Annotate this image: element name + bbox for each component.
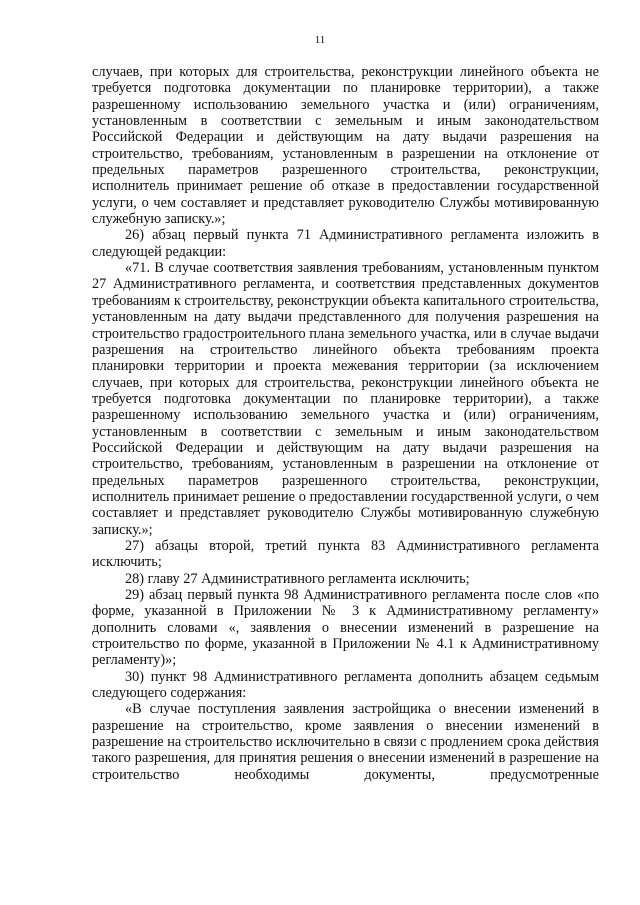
paragraph-continuation: случаев, при которых для строительства, реконструкции линейного объекта не требуется подготовка документации по планировке территории), а также разрешенному использованию земельного участка и (или) ограничениям, установленным в соответствии с земельным и иным законодательством Российской Федерации и действующим на дату выдачи разрешения на строительство, требованиям, установленным в разрешении на отклонение от предельных параметров разрешенного строительства, реконструкции, исполнитель принимает решение об отказе в предоставлении государственной услуги, о чем составляет и представляет руководителю Службы мотивированную служебную записку.»; bbox=[92, 64, 599, 228]
paragraph-item-27: 27) абзацы второй, третий пункта 83 Административного регламента исключить; bbox=[92, 537, 599, 571]
paragraph-item-28: 28) главу 27 Административного регламента исключить; bbox=[125, 570, 470, 587]
paragraph-new-abzac-quote: «В случае поступления заявления застройщика о внесении изменений в разрешение на строительство, кроме заявления о внесении изменений в разрешение на строительство исключительно в связи с продлением срока действия такого разрешения, для принятия решения о внесении изменений в разрешение на строительство необходимы документы, предусмотренные bbox=[92, 701, 599, 783]
paragraph-item-26: 26) абзац первый пункта 71 Административного регламента изложить в следующей редакции: bbox=[92, 227, 599, 260]
document-body bbox=[92, 64, 599, 783]
page-number: 11 bbox=[314, 34, 326, 46]
paragraph-item-29: 29) абзац первый пункта 98 Административного регламента после слов «по форме, указанной в Приложении № 3 к Административному регламенту» дополнить словами «, заявления о внесении изменений в разрешение на строительство по форме, указанной в Приложении № 4.1 к Административному регламенту)»; bbox=[92, 587, 599, 669]
paragraph-item-71-quote: «71. В случае соответствия заявления требованиям, установленным пунктом 27 Административного регламента, и соответствия представленных документов требованиям к строительству, реконструкции объекта капитального строительства, установленным на дату выдачи представленного для получения разрешения на строительство градостроительного плана земельного участка, или в случае выдачи разрешения на строительство линейного объекта требованиям проекта планировки территории и проекта межевания территории (за исключением случаев, при которых для строительства, реконструкции линейного объекта не требуется подготовка документации по планировке территории), а также разрешенному использованию земельного участка и (или) ограничениям, установленным в соответствии с земельным и иным законодательством Российской Федерации и действующим на дату выдачи разрешения на строительство, требованиям, установленным в разрешении на отклонение от предельных параметров разрешенного строительства, реконструкции, исполнитель принимает решение о предоставлении государственной услуги, о чем составляет и представляет руководителю Службы мотивированную служебную записку.»; bbox=[92, 260, 599, 538]
paragraph-item-30: 30) пункт 98 Административного регламента дополнить абзацем седьмым следующего содержания: bbox=[92, 668, 599, 702]
